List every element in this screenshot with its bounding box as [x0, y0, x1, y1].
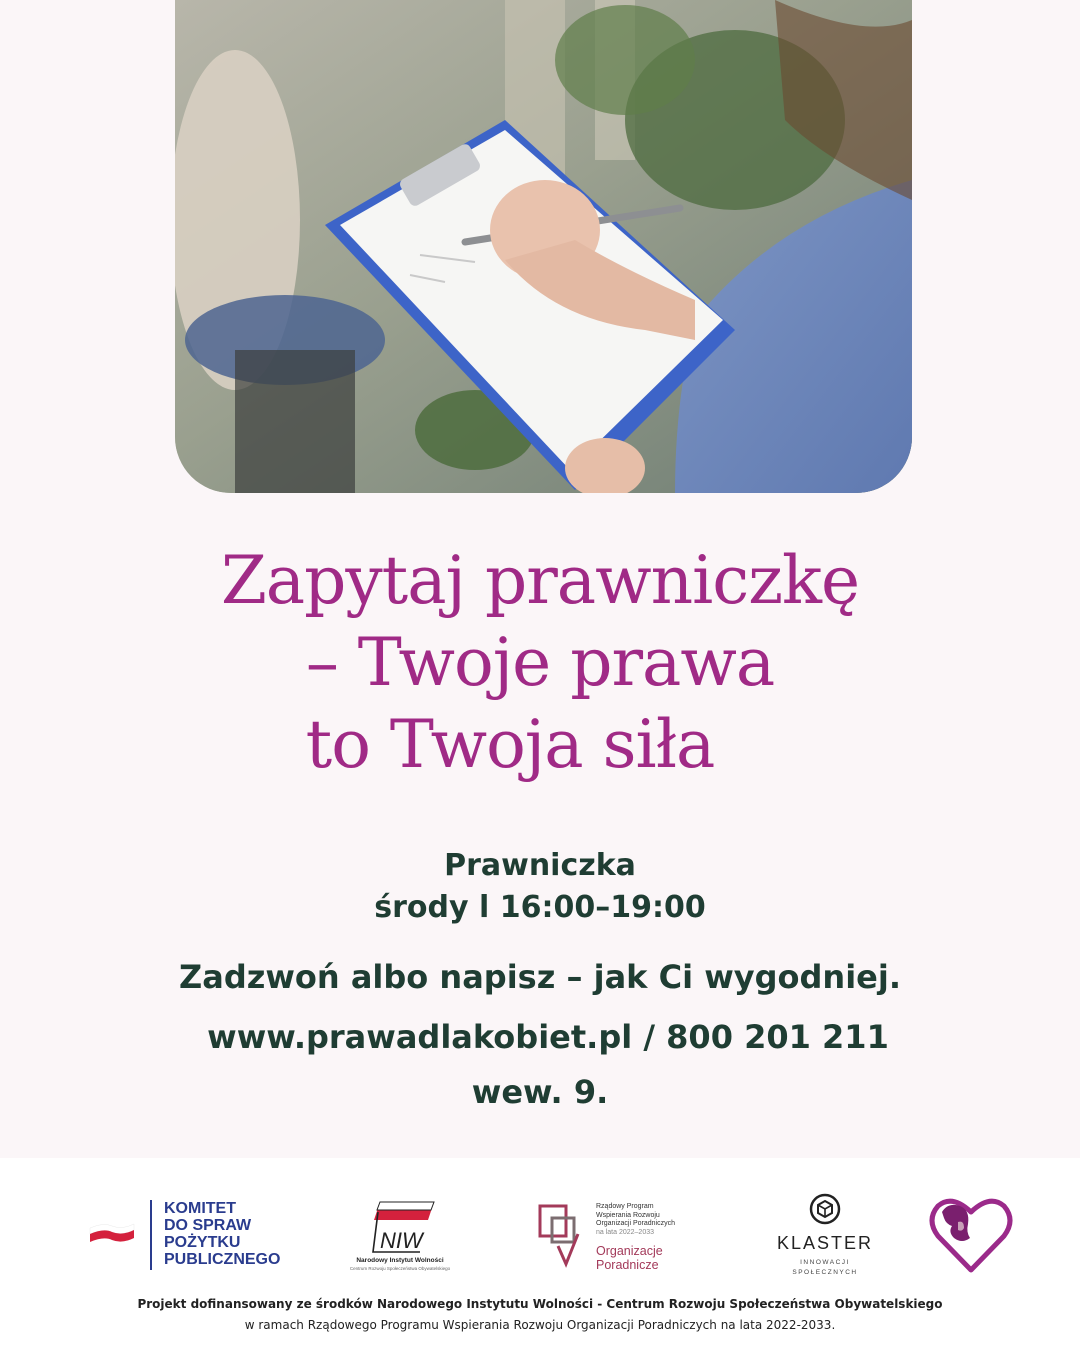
organizacje-poradnicze-logo-icon — [538, 1204, 584, 1268]
polish-flag-icon — [88, 1218, 136, 1248]
heart-woman-profile-icon — [928, 1192, 1014, 1278]
org-years: na lata 2022–2033 — [596, 1228, 654, 1236]
klaster-name: KLASTER — [776, 1233, 874, 1253]
call-to-action: Zadzwoń albo napisz – jak Ci wygodniej. — [179, 958, 901, 996]
headline-line-1: Zapytaj prawniczkę — [220, 542, 860, 619]
funding-line-2: w ramach Rządowego Programu Wspierania Rozwoju Organizacji Poradniczych na lata 2022-2033. — [244, 1318, 836, 1332]
org-big-line-2: Poradnicze — [596, 1257, 659, 1272]
org-name-text — [596, 1245, 663, 1272]
phone-extension: wew. 9. — [471, 1073, 609, 1111]
role-label: Prawniczka — [444, 848, 636, 883]
niw-mark-text: NIW — [380, 1228, 423, 1253]
hero-photo — [175, 0, 912, 493]
kpp-logo-text — [164, 1200, 280, 1268]
office-hours: środy l 16:00–19:00 — [374, 890, 706, 925]
kpp-line-1: KOMITET — [164, 1200, 236, 1217]
org-small-line-1: Rządowy Program — [596, 1203, 654, 1210]
funding-line-1: Projekt dofinansowany ze środków Narodowego Instytutu Wolności - Centrum Rozwoju Społeczeństwa Obywatelskiego — [137, 1297, 943, 1311]
headline — [0, 540, 1080, 786]
org-small-line-2: Wspierania Rozwoju — [596, 1211, 660, 1219]
niw-subtitle: Centrum Rozwoju Społeczeństwa Obywatelskiego — [349, 1266, 451, 1271]
klaster-sub-line-2: SPOŁECZNYCH — [792, 1269, 858, 1276]
org-program-text — [596, 1203, 706, 1237]
niw-name: Narodowy Instytut Wolności — [356, 1257, 444, 1264]
niw-flag-logo-icon — [370, 1200, 438, 1256]
org-small-line-3: Organizacji Poradniczych — [596, 1220, 675, 1227]
headline-line-3: to Twoja siła — [305, 706, 715, 783]
kpp-line-2: DO SPRAW — [164, 1217, 252, 1234]
contact-website-phone[interactable]: www.prawadlakobiet.pl / 800 201 211 — [207, 1018, 889, 1056]
kpp-line-3: POŻYTKU — [164, 1234, 241, 1251]
kpp-divider — [150, 1200, 152, 1270]
klaster-sub-line-1: INNOWACJI — [800, 1259, 850, 1266]
headline-line-2: – Twoje prawa — [305, 624, 775, 701]
klaster-cube-icon — [809, 1193, 841, 1225]
klaster-subtitle — [760, 1258, 890, 1278]
org-big-line-1: Organizacje — [596, 1244, 663, 1258]
kpp-line-4: PUBLICZNEGO — [164, 1251, 281, 1268]
